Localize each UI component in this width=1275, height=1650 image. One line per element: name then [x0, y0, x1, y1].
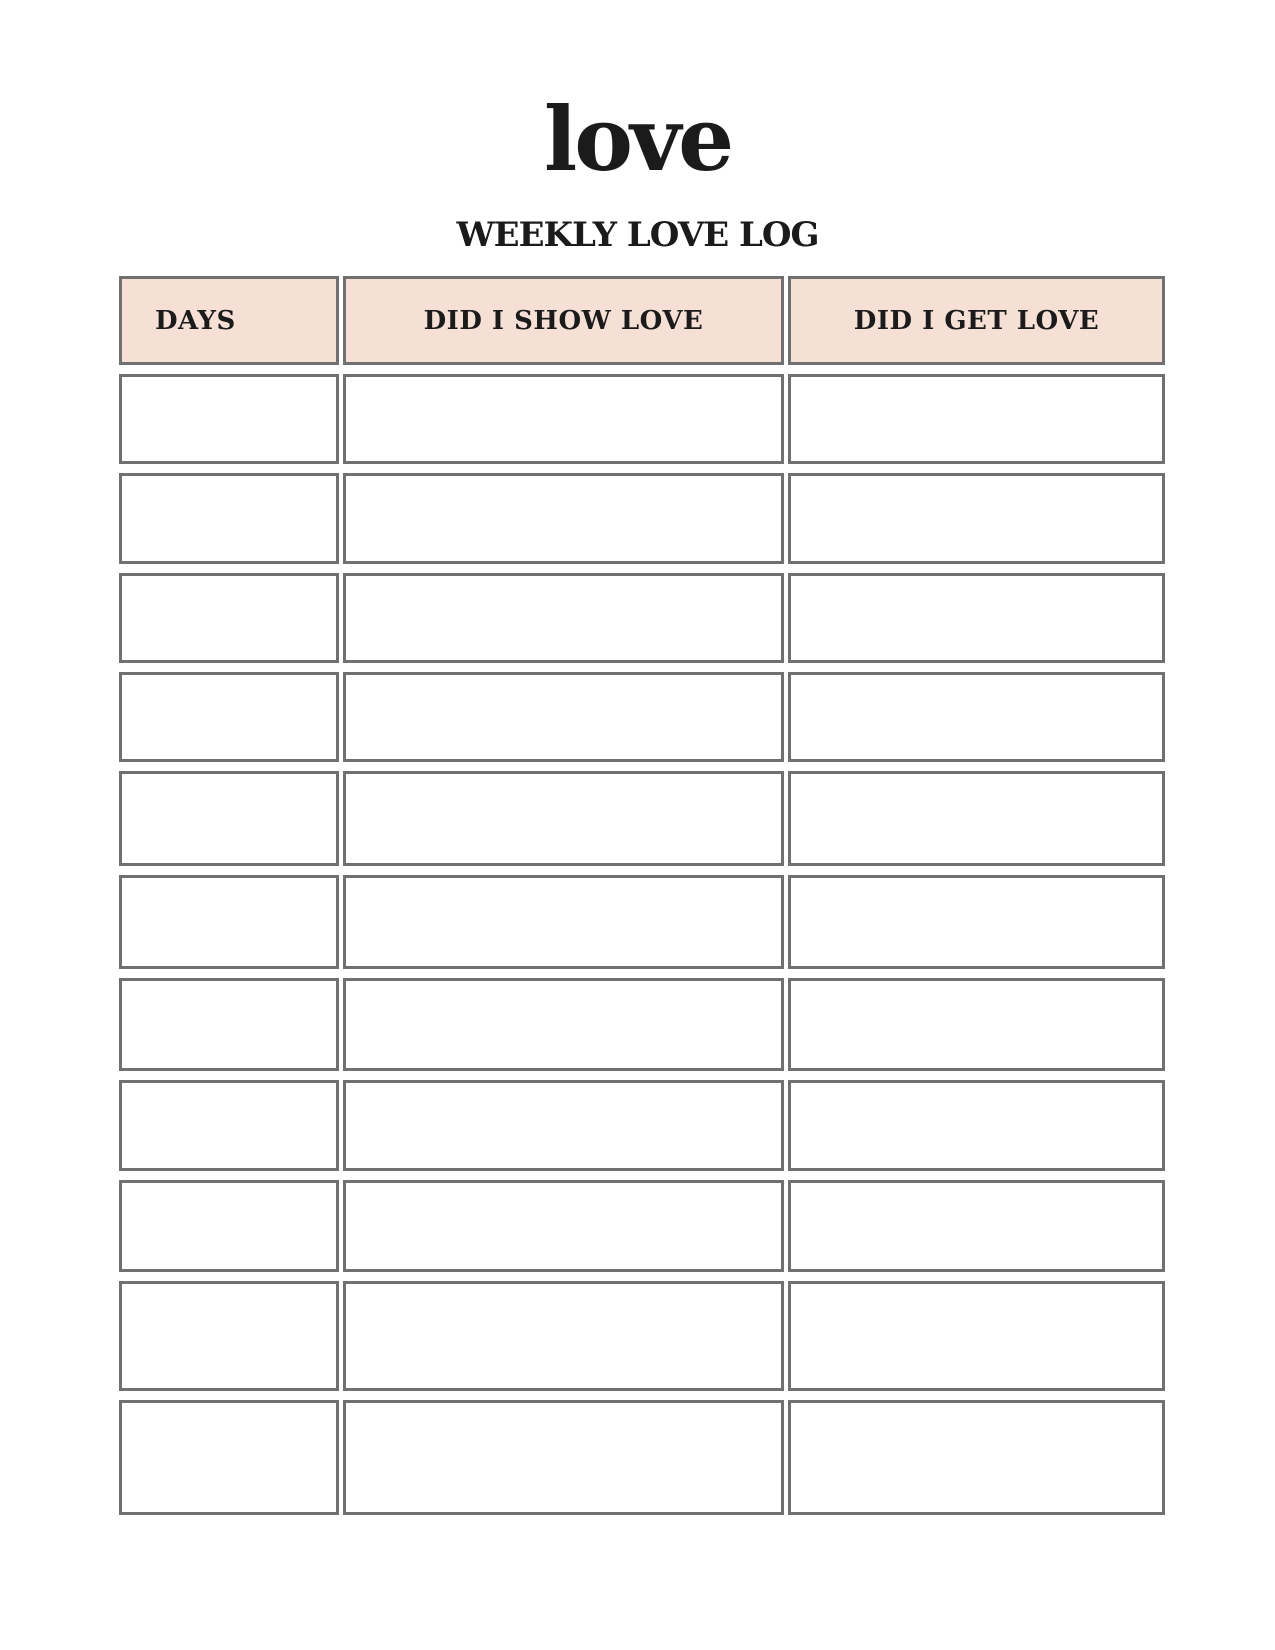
cell-r5-c3 — [788, 771, 1165, 866]
cell-r3-c1 — [119, 573, 339, 663]
cell-r1-c1 — [119, 374, 339, 464]
cell-r7-c3 — [788, 978, 1165, 1071]
cell-r8-c1 — [119, 1080, 339, 1171]
cell-r11-c3 — [788, 1400, 1165, 1515]
page-title: love — [543, 87, 732, 191]
cell-r10-c1 — [119, 1281, 339, 1391]
cell-r2-c1 — [119, 473, 339, 564]
cell-r8-c2 — [343, 1080, 784, 1171]
cell-r6-c2 — [343, 875, 784, 969]
cell-r5-c1 — [119, 771, 339, 866]
cell-r7-c1 — [119, 978, 339, 1071]
weekly-love-log-table — [119, 276, 1165, 1515]
cell-r5-c2 — [343, 771, 784, 866]
cell-r4-c2 — [343, 672, 784, 762]
cell-r2-c2 — [343, 473, 784, 564]
cell-r11-c1 — [119, 1400, 339, 1515]
cell-r9-c3 — [788, 1180, 1165, 1272]
cell-r4-c3 — [788, 672, 1165, 762]
cell-r6-c1 — [119, 875, 339, 969]
cell-r10-c3 — [788, 1281, 1165, 1391]
column-header-days: DAYS — [119, 276, 339, 365]
cell-r2-c3 — [788, 473, 1165, 564]
cell-r3-c2 — [343, 573, 784, 663]
cell-r1-c2 — [343, 374, 784, 464]
column-header-did-i-show-love: DID I SHOW LOVE — [343, 276, 784, 365]
cell-r4-c1 — [119, 672, 339, 762]
cell-r3-c3 — [788, 573, 1165, 663]
page-subtitle: WEEKLY LOVE LOG — [456, 215, 819, 255]
cell-r10-c2 — [343, 1281, 784, 1391]
cell-r9-c1 — [119, 1180, 339, 1272]
cell-r6-c3 — [788, 875, 1165, 969]
cell-r11-c2 — [343, 1400, 784, 1515]
cell-r8-c3 — [788, 1080, 1165, 1171]
column-header-did-i-get-love: DID I GET LOVE — [788, 276, 1165, 365]
planner-page — [0, 89, 1275, 1650]
cell-r9-c2 — [343, 1180, 784, 1272]
cell-r7-c2 — [343, 978, 784, 1071]
cell-r1-c3 — [788, 374, 1165, 464]
